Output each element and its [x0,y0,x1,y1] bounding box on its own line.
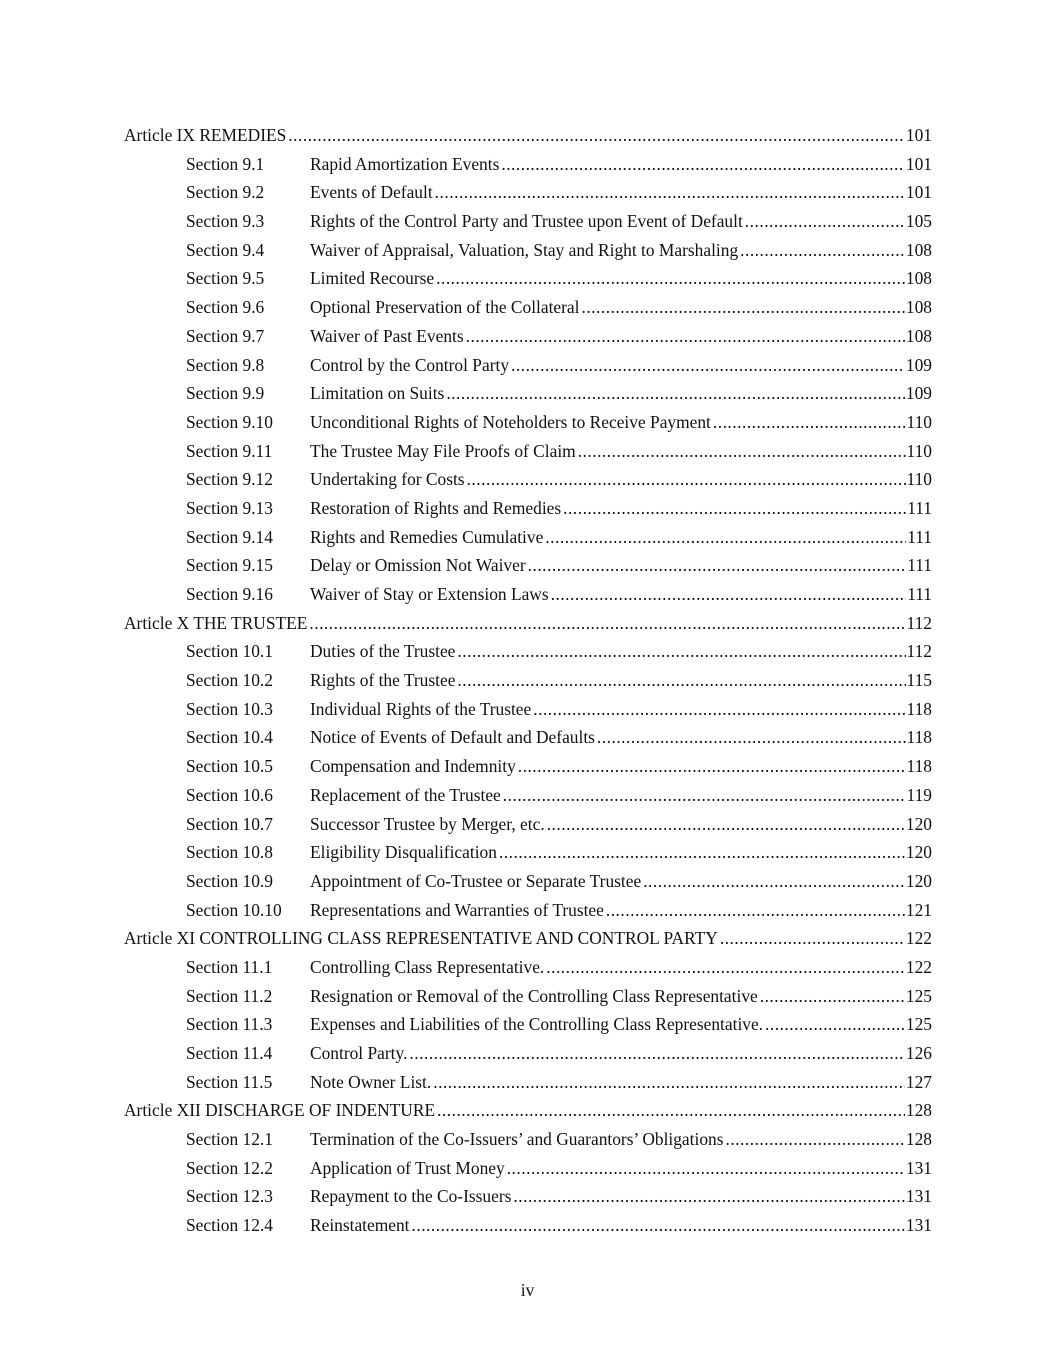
section-number: Section 9.8 [186,354,265,375]
dot-leader [546,953,905,982]
dot-leader [288,121,905,150]
section-title: Rights of the Trustee [310,670,456,691]
page-ref: 108 [905,325,932,346]
section-title: Duties of the Trustee [310,641,456,662]
page-ref: 111 [907,555,932,576]
section-number: Section 10.1 [186,641,273,662]
section-title: Individual Rights of the Trustee [310,698,532,719]
page-ref: 118 [906,698,932,719]
toc-section-entry[interactable] [124,207,932,236]
dot-leader [563,494,906,523]
section-title: Delay or Omission Not Waiver [310,555,526,576]
toc-section-entry[interactable] [124,752,932,781]
toc-section-entry[interactable] [124,982,932,1011]
section-number: Section 11.1 [186,956,273,977]
toc-section-entry[interactable] [124,810,932,839]
section-number: Section 9.7 [186,325,265,346]
toc-section-entry[interactable] [124,236,932,265]
toc-section-entry[interactable] [124,1010,932,1039]
page-ref: 105 [905,211,932,232]
section-number: Section 9.14 [186,526,273,547]
dot-leader [547,810,905,839]
toc-section-entry[interactable] [124,379,932,408]
toc-section-entry[interactable] [124,351,932,380]
toc-section-entry[interactable] [124,494,932,523]
toc-section-entry[interactable] [124,465,932,494]
section-title: Rights and Remedies Cumulative [310,526,544,547]
section-title: Rights of the Control Party and Trustee upon Event of Default [310,211,743,232]
toc-article-entry[interactable] [124,924,932,953]
dot-leader [725,1125,904,1154]
page-ref: 109 [905,354,932,375]
section-title: Resignation or Removal of the Controlling Class Representative [310,985,758,1006]
dot-leader [499,838,905,867]
page-ref: 111 [907,584,932,604]
section-title: Optional Preservation of the Collateral [310,297,580,318]
section-number: Section 10.3 [186,698,273,719]
section-title: Replacement of the Trustee [310,784,501,805]
page-ref: 115 [906,670,932,691]
section-title: Control Party. [310,1043,408,1063]
dot-leader [597,723,906,752]
page-ref: 120 [905,870,932,891]
toc-section-entry[interactable] [124,1182,932,1211]
section-number: Section 11.5 [186,1071,273,1092]
dot-leader [412,1211,905,1240]
section-title: Restoration of Rights and Remedies [310,497,562,518]
section-title: Controlling Class Representative. [310,956,545,977]
dot-leader [720,924,905,953]
dot-leader [643,867,905,896]
toc-section-entry[interactable] [124,1068,932,1097]
section-title: Successor Trustee by Merger, etc. [310,813,545,834]
page-ref: 110 [906,469,932,490]
page-ref: 109 [905,383,932,404]
page-ref: 120 [905,813,932,834]
page-ref: 131 [905,1186,932,1207]
toc-article-entry[interactable] [124,1096,932,1125]
dot-leader [511,351,905,380]
toc-article-entry[interactable] [124,609,932,638]
page-ref: 101 [905,182,932,203]
toc-section-entry[interactable] [124,781,932,810]
section-title: Limited Recourse [310,268,435,289]
section-number: Section 12.2 [186,1157,273,1178]
section-title: Appointment of Co-Trustee or Separate Trustee [310,870,642,891]
dot-leader [503,781,906,810]
toc-section-entry[interactable] [124,150,932,179]
section-title: Eligibility Disqualification [310,842,497,863]
toc-section-entry[interactable] [124,896,932,925]
dot-leader [528,551,907,580]
dot-leader [545,523,906,552]
section-title: Waiver of Stay or Extension Laws [310,584,549,604]
section-title: Waiver of Past Events [310,325,464,346]
section-number: Section 9.15 [186,555,273,576]
section-number: Section 9.12 [186,469,273,490]
page-ref: 110 [906,411,932,432]
section-title: Rapid Amortization Events [310,153,500,174]
dot-leader [457,666,905,695]
toc-section-entry[interactable] [124,264,932,293]
dot-leader [518,752,906,781]
section-number: Section 10.8 [186,842,273,863]
section-number: Section 9.4 [186,239,265,260]
dot-leader [513,1182,905,1211]
dot-leader [457,637,905,666]
section-number: Section 10.9 [186,870,273,891]
section-title: The Trustee May File Proofs of Claim [310,440,576,461]
section-number: Section 9.2 [186,182,265,203]
page-ref: 112 [906,641,932,662]
section-number: Section 9.10 [186,411,273,432]
dot-leader [760,982,905,1011]
section-number: Section 10.10 [186,899,282,920]
section-number: Section 10.5 [186,756,273,777]
article-title: Article XII DISCHARGE OF INDENTURE [124,1100,436,1121]
page-ref: 121 [905,899,932,920]
toc-section-entry[interactable] [124,666,932,695]
page-ref: 125 [905,985,932,1006]
section-title: Expenses and Liabilities of the Controlling Class Representative. [310,1014,764,1035]
toc-section-entry[interactable] [124,838,932,867]
page-ref: 122 [905,956,932,977]
section-title: Note Owner List. [310,1071,432,1092]
section-number: Section 11.3 [186,1014,273,1035]
toc-section-entry[interactable] [124,1211,932,1240]
page-ref: 128 [905,1129,932,1150]
toc-section-entry[interactable] [124,437,932,466]
toc-section-entry[interactable] [124,1125,932,1154]
section-title: Repayment to the Co-Issuers [310,1186,512,1207]
toc-section-entry[interactable] [124,1039,932,1068]
section-number: Section 9.13 [186,497,273,518]
toc-section-entry[interactable] [124,551,932,580]
toc-section-entry[interactable] [124,695,932,724]
section-title: Limitation on Suits [310,383,445,404]
section-number: Section 10.7 [186,813,273,834]
dot-leader [501,150,905,179]
page-ref: 101 [905,153,932,174]
page-ref: 125 [905,1014,932,1035]
toc-section-entry[interactable] [124,178,932,207]
section-number: Section 9.5 [186,268,265,289]
page-ref: 120 [905,842,932,863]
section-number: Section 10.4 [186,727,273,748]
dot-leader [409,1039,904,1068]
page-ref: 108 [905,239,932,260]
page-ref: 127 [905,1071,932,1092]
dot-leader [745,207,905,236]
dot-leader [467,465,906,494]
section-title: Representations and Warranties of Trustee [310,899,604,920]
dot-leader [446,379,905,408]
section-number: Section 12.1 [186,1129,273,1150]
page-ref: 110 [906,440,932,461]
dot-leader [713,408,906,437]
section-title: Notice of Events of Default and Defaults [310,727,595,748]
page-number: iv [520,1280,535,1300]
page-ref: 126 [905,1043,932,1063]
page-ref: 118 [906,727,932,748]
section-number: Section 9.1 [186,153,265,174]
toc-section-entry[interactable] [124,408,932,437]
dot-leader [309,609,905,638]
article-title: Article XI CONTROLLING CLASS REPRESENTATIVE AND CONTROL PARTY [124,928,718,949]
section-number: Section 9.11 [186,440,273,461]
page-ref: 118 [906,756,932,777]
page-ref: 122 [905,928,932,949]
page-ref: 128 [905,1100,932,1121]
page-ref: 101 [905,125,932,145]
page-ref: 108 [905,297,932,318]
toc-article-entry[interactable] [124,121,932,150]
dot-leader [551,580,907,609]
article-title: Article IX REMEDIES [124,125,287,145]
article-title: Article X THE TRUSTEE [124,612,308,633]
toc-section-entry[interactable] [124,723,932,752]
dot-leader [740,236,905,265]
toc-section-entry[interactable] [124,322,932,351]
section-number: Section 9.9 [186,383,265,404]
toc-section-entry[interactable] [124,293,932,322]
section-number: Section 12.4 [186,1215,273,1236]
page-ref: 108 [905,268,932,289]
dot-leader [765,1010,905,1039]
dot-leader [606,896,905,925]
page-ref: 111 [907,526,932,547]
section-title: Termination of the Co-Issuers’ and Guarantors’ Obligations [310,1129,724,1150]
dot-leader [437,1096,905,1125]
section-number: Section 11.2 [186,985,273,1006]
dot-leader [433,1068,905,1097]
section-number: Section 12.3 [186,1186,273,1207]
toc-section-entry[interactable] [124,1154,932,1183]
section-title: Compensation and Indemnity [310,756,516,777]
toc-section-entry[interactable] [124,953,932,982]
page-ref: 131 [905,1215,932,1236]
dot-leader [466,322,905,351]
dot-leader [507,1154,905,1183]
page-ref: 111 [907,497,932,518]
section-title: Waiver of Appraisal, Valuation, Stay and Right to Marshaling [310,239,739,260]
dot-leader [578,437,906,466]
dot-leader [436,264,905,293]
section-number: Section 10.6 [186,784,273,805]
page-ref: 131 [905,1157,932,1178]
table-of-contents [124,121,932,1240]
page-ref: 112 [906,612,932,633]
section-title: Control by the Control Party [310,354,510,375]
section-title: Undertaking for Costs [310,469,465,490]
section-title: Reinstatement [310,1215,410,1236]
section-number: Section 9.3 [186,211,265,232]
page-ref: 119 [906,784,932,805]
section-number: Section 10.2 [186,670,273,691]
toc-section-entry[interactable] [124,867,932,896]
section-title: Events of Default [310,182,433,203]
section-number: Section 9.16 [186,584,273,604]
section-number: Section 9.6 [186,297,265,318]
dot-leader [533,695,905,724]
section-title: Unconditional Rights of Noteholders to Receive Payment [310,411,711,432]
dot-leader [581,293,904,322]
dot-leader [435,178,905,207]
toc-section-entry[interactable] [124,637,932,666]
toc-section-entry[interactable] [124,580,932,609]
section-number: Section 11.4 [186,1043,273,1063]
section-title: Application of Trust Money [310,1157,505,1178]
toc-section-entry[interactable] [124,523,932,552]
